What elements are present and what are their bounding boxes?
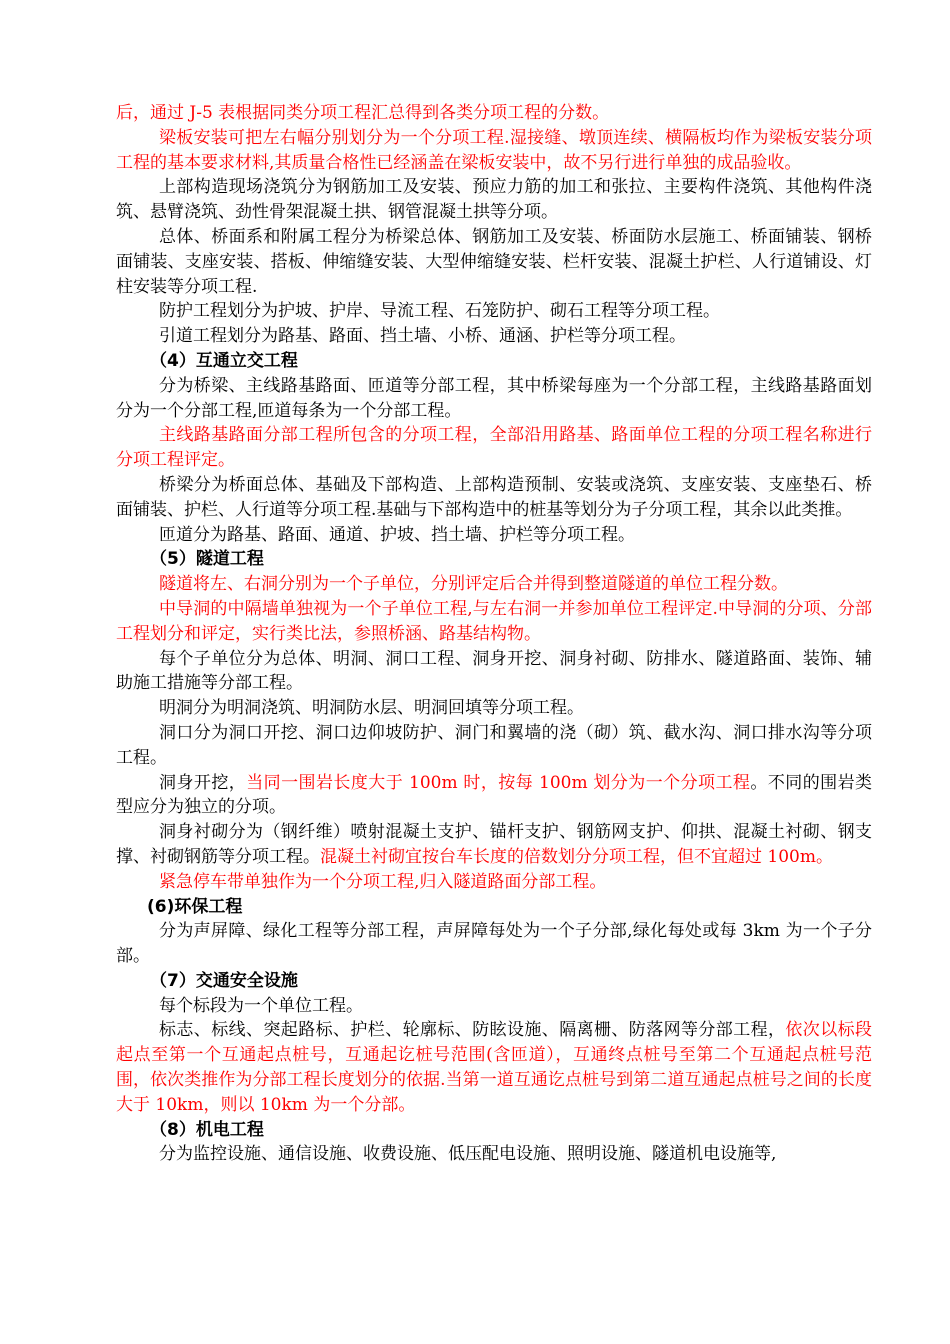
paragraph-traffic-facilities bbox=[116, 1018, 872, 1117]
facilities-rule: 依次以标段起点至第一个互通起点桩号，互通起讫桩号范围(含匝道），互通终点桩号至第二个互通起点桩号范围，依次类推作为分部工程长度划分的依据.当第一道互通讫点桩号到第二道互通起点桩号之间的长度大于 10km，则以 10km 为一个分部。 bbox=[116, 1020, 873, 1115]
document-page bbox=[116, 101, 872, 1167]
paragraph-portal: 洞口分为洞口开挖、洞口边仰坡防护、洞门和翼墙的浇（砌）筑、截水沟、洞口排水沟等分项工程。 bbox=[116, 722, 872, 768]
paragraph-emergency-bay: 紧急停车带单独作为一个分项工程,归入隧道路面分部工程。 bbox=[159, 871, 607, 892]
paragraph-interchange-division: 分为桥梁、主线路基路面、匝道等分部工程，其中桥梁每座为一个分部工程，主线路基路面划分为一个分部工程,匝道每条为一个分部工程。 bbox=[116, 375, 872, 421]
paragraph-section-unit: 每个标段为一个单位工程。 bbox=[159, 995, 363, 1016]
paragraph-tunnel-subunits: 每个子单位分为总体、明洞、洞口工程、洞身开挖、洞身衬砌、防排水、隧道路面、装饰、辅助施工措施等分部工程。 bbox=[116, 648, 872, 694]
heading-interchange: （4）互通立交工程 bbox=[150, 350, 298, 371]
paragraph-lining bbox=[116, 820, 872, 870]
paragraph-open-cut: 明洞分为明洞浇筑、明洞防水层、明洞回填等分项工程。 bbox=[159, 698, 584, 719]
paragraph-protection-works: 防护工程划分为护坡、护岸、导流工程、石笼防护、砌石工程等分项工程。 bbox=[159, 301, 720, 322]
paragraph-excavation bbox=[116, 771, 872, 821]
paragraph-scoring-summary: 后，通过 J-5 表根据同类分项工程汇总得到各类分项工程的分数。 bbox=[116, 103, 610, 123]
paragraph-electromechanical: 分为监控设施、通信设施、收费设施、低压配电设施、照明设施、隧道机电设施等, bbox=[159, 1144, 777, 1165]
paragraph-pilot-tunnel: 中导洞的中隔墙单独视为一个子单位工程,与左右洞一并参加单位工程评定.中导洞的分项、分部工程划分和评定，实行类比法，参照桥涵、路基结构物。 bbox=[116, 598, 872, 644]
facilities-list: 标志、标线、突起路标、护栏、轮廓标、防眩设施、隔离栅、防落网等分部工程， bbox=[159, 1020, 786, 1041]
paragraph-ramp-division: 匝道分为路基、路面、通道、护坡、挡土墙、护栏等分项工程。 bbox=[159, 524, 635, 545]
heading-traffic-safety: （7）交通安全设施 bbox=[150, 970, 298, 991]
paragraph-environmental: 分为声屏障、绿化工程等分部工程，声屏障每处为一个子分部,绿化每处或每 3km 为一个子分部。 bbox=[116, 921, 872, 967]
lining-items: 洞身衬砌分为（钢纤维）喷射混凝土支护、锚杆支护、钢筋网支护、仰拱、混凝土衬砌、钢支撑、衬砌钢筋等分项工程。 bbox=[116, 822, 872, 867]
paragraph-tunnel-bores: 隧道将左、右洞分别为一个子单位，分别评定后合并得到整道隧道的单位工程分数。 bbox=[159, 574, 788, 595]
paragraph-superstructure-casting: 上部构造现场浇筑分为钢筋加工及安装、预应力筋的加工和张拉、主要构件浇筑、其他构件浇筑、悬臂浇筑、劲性骨架混凝土拱、钢管混凝土拱等分项。 bbox=[116, 177, 872, 223]
excavation-lead: 洞身开挖， bbox=[159, 772, 247, 793]
paragraph-bridge-division: 桥梁分为桥面总体、基础及下部构造、上部构造预制、安装或浇筑、支座安装、支座垫石、桥面铺装、护栏、人行道等分项工程.基础与下部构造中的桩基等划分为子分项工程，其余以此类推。 bbox=[116, 474, 872, 520]
heading-tunnel: （5）隧道工程 bbox=[150, 549, 264, 570]
heading-electromechanical: （8）机电工程 bbox=[150, 1119, 264, 1140]
excavation-rule: 当同一围岩长度大于 100m 时，按每 100m 划分为一个分项工程 bbox=[246, 772, 751, 793]
lining-rule: 混凝土衬砌宜按台车长度的倍数划分分项工程，但不宜超过 100m。 bbox=[320, 846, 833, 867]
paragraph-beam-installation: 梁板安装可把左右幅分别划分为一个分项工程.湿接缝、墩顶连续、横隔板均作为梁板安装分项工程的基本要求材料,其质量合格性已经涵盖在梁板安装中，故不另行进行单独的成品验收。 bbox=[116, 127, 872, 173]
paragraph-deck-auxiliary: 总体、桥面系和附属工程分为桥梁总体、钢筋加工及安装、桥面防水层施工、桥面铺装、钢桥面铺装、支座安装、搭板、伸缩缝安装、大型伸缩缝安装、栏杆安装、混凝土护栏、人行道铺设、灯柱安装等分项工程. bbox=[116, 226, 872, 297]
heading-environmental: (6)环保工程 bbox=[147, 896, 243, 917]
excavation-tail: 。不同的围岩类型应分为独立的分项。 bbox=[116, 772, 873, 818]
paragraph-mainline-evaluation: 主线路基路面分部工程所包含的分项工程，全部沿用路基、路面单位工程的分项工程名称进行分项工程评定。 bbox=[116, 425, 872, 471]
paragraph-approach-works: 引道工程划分为路基、路面、挡土墙、小桥、通涵、护栏等分项工程。 bbox=[159, 326, 686, 347]
